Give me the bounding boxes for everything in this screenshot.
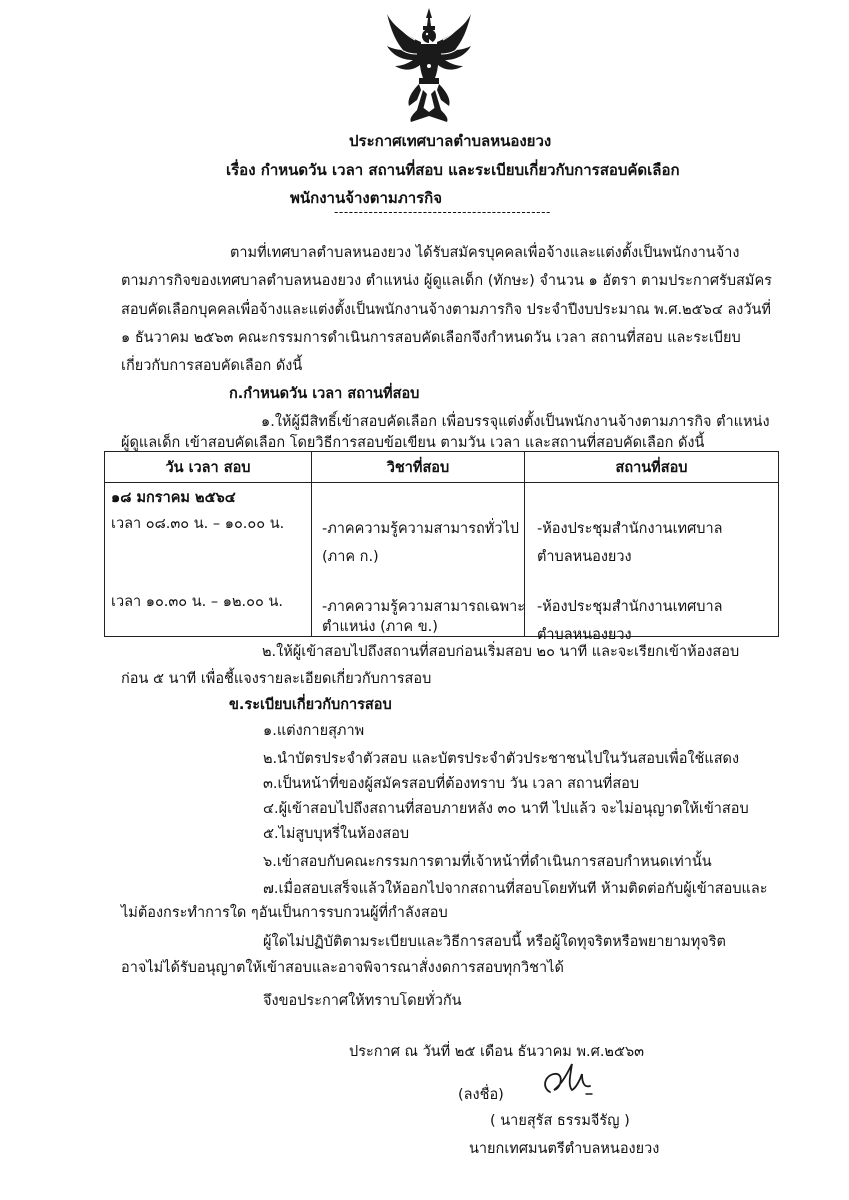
subject-part: (ภาค ก.) [322, 549, 379, 565]
rule-item-7-line-2: ไม่ต้องกระทำการใด ๆอันเป็นการรบกวนผู้ที่กำลังสอบ [121, 905, 448, 921]
section-b-heading: ข.ระเบียบเกี่ยวกับการสอบ [229, 697, 392, 713]
rule-item: ๒.นำบัตรประจำตัวสอบ และบัตรประจำตัวประชาชนไปในวันสอบเพื่อใช้แสดง [263, 751, 740, 767]
exam-time: เวลา ๑๐.๓๐ น. – ๑๒.๐๐ น. [111, 594, 283, 610]
header-divider: -------------------------------------------- [334, 205, 551, 219]
intro-line: ๑ ธันวาคม ๒๕๖๓ คณะกรรมการดำเนินการสอบคัดเลือกจึงกำหนดวัน เวลา สถานที่สอบ และระเบียบ [121, 330, 741, 346]
intro-line: สอบคัดเลือกบุคคลเพื่อจ้างและแต่งตั้งเป็นพนักงานจ้างตามภารกิจ ประจำปีงบประมาณ พ.ศ.๒๕๖๔ ลงวันที่ [121, 302, 771, 318]
venue-cell [525, 483, 779, 643]
subject-part: ตำแหน่ง (ภาค ข.) [322, 619, 438, 635]
intro-line: ตามภารกิจของเทศบาลตำบลหนองยวง ตำแหน่ง ผู้ดูแลเด็ก (ทักษะ) จำนวน ๑ อัตรา ตามประกาศรับสมัคร [121, 273, 772, 289]
column-header-venue: สถานที่สอบ [525, 452, 779, 483]
exam-date: ๑๘ มกราคม ๒๕๖๔ [111, 490, 236, 506]
announcement-date: ประกาศ ณ วันที่ ๒๕ เดือน ธันวาคม พ.ศ.๒๕๖๓ [349, 1044, 645, 1060]
rule-item: ๖.เข้าสอบกับคณะกรรมการตามที่เจ้าหน้าที่ดำเนินการสอบกำหนดเท่านั้น [263, 854, 712, 870]
column-header-subject: วิชาที่สอบ [312, 452, 525, 483]
rule-item: ๓.เป็นหน้าที่ของผู้สมัครสอบที่ต้องทราบ วัน เวลา สถานที่สอบ [263, 776, 640, 792]
subject-name: -ภาคความรู้ความสามารถทั่วไป [322, 521, 519, 537]
venue-location: ตำบลหนองยวง [537, 627, 632, 643]
subject-name: -ภาคความรู้ความสามารถเฉพาะ [322, 599, 526, 615]
announcement-subject-line-1: เรื่อง กำหนดวัน เวลา สถานที่สอบ และระเบียบเกี่ยวกับการสอบคัดเลือก [226, 161, 680, 179]
section-a-item-2-line-2: ก่อน ๕ นาที เพื่อชี้แจงรายละเอียดเกี่ยวกับการสอบ [121, 671, 432, 687]
exam-time: เวลา ๐๘.๓๐ น. – ๑๐.๐๐ น. [111, 516, 285, 532]
signatory-position: นายกเทศมนตรีตำบลหนองยวง [469, 1141, 660, 1157]
signature-label: (ลงชื่อ) [458, 1087, 504, 1103]
garuda-emblem-icon [383, 6, 475, 124]
column-header-datetime: วัน เวลา สอบ [105, 452, 312, 483]
intro-line: ตามที่เทศบาลตำบลหนองยวง ได้รับสมัครบุคคลเพื่อจ้างและแต่งตั้งเป็นพนักงานจ้าง [230, 245, 740, 261]
section-a-item-1-line-1: ๑.ให้ผู้มีสิทธิ์เข้าสอบคัดเลือก เพื่อบรรจุแต่งตั้งเป็นพนักงานจ้างตามภารกิจ ตำแหน่ง [261, 414, 770, 430]
exam-schedule-table [104, 451, 779, 643]
intro-line: เกี่ยวกับการสอบคัดเลือก ดังนี้ [121, 358, 303, 374]
rule-item: ๑.แต่งกายสุภาพ [263, 723, 365, 739]
section-a-item-2-line-1: ๒.ให้ผู้เข้าสอบไปถึงสถานที่สอบก่อนเริ่มสอบ ๒๐ นาที และจะเรียกเข้าห้องสอบ [262, 644, 740, 660]
venue-name: -ห้องประชุมสำนักงานเทศบาล [537, 599, 723, 615]
closing-statement: จึงขอประกาศให้ทราบโดยทั่วกัน [263, 993, 462, 1009]
section-a-heading: ก.กำหนดวัน เวลา สถานที่สอบ [229, 386, 420, 402]
handwritten-signature-icon [532, 1058, 612, 1106]
rule-item: ๔.ผู้เข้าสอบไปถึงสถานที่สอบภายหลัง ๓๐ นาที ไปแล้ว จะไม่อนุญาตให้เข้าสอบ [263, 801, 749, 817]
rule-item: ๕.ไม่สูบบุหรี่ในห้องสอบ [263, 826, 410, 842]
subject-cell [312, 483, 525, 637]
announcement-subject-line-2: พนักงานจ้างตามภารกิจ [290, 189, 443, 207]
penalty-line-1: ผู้ใดไม่ปฏิบัติตามระเบียบและวิธีการสอบนี้ หรือผู้ใดทุจริตหรือพยายามทุจริต [263, 934, 726, 950]
rule-item-7-line-1: ๗.เมื่อสอบเสร็จแล้วให้ออกไปจากสถานที่สอบโดยทันที ห้ามติดต่อกับผู้เข้าสอบและ [263, 881, 768, 897]
table-header-row [105, 452, 779, 483]
section-a-item-1-line-2: ผู้ดูแลเด็ก เข้าสอบคัดเลือก โดยวิธีการสอบข้อเขียน ตามวัน เวลา และสถานที่สอบคัดเลือก ดังนี้ [121, 435, 705, 451]
signatory-name: ( นายสุรัส ธรรมจีรัญ ) [490, 1113, 630, 1129]
announcement-title: ประกาศเทศบาลตำบลหนองยวง [349, 132, 552, 150]
penalty-line-2: อาจไม่ได้รับอนุญาตให้เข้าสอบและอาจพิจารณาสั่งงดการสอบทุกวิชาได้ [121, 960, 564, 976]
table-row [105, 483, 779, 637]
venue-name: -ห้องประชุมสำนักงานเทศบาล [537, 521, 723, 537]
datetime-cell [105, 483, 312, 637]
venue-location: ตำบลหนองยวง [537, 549, 632, 565]
